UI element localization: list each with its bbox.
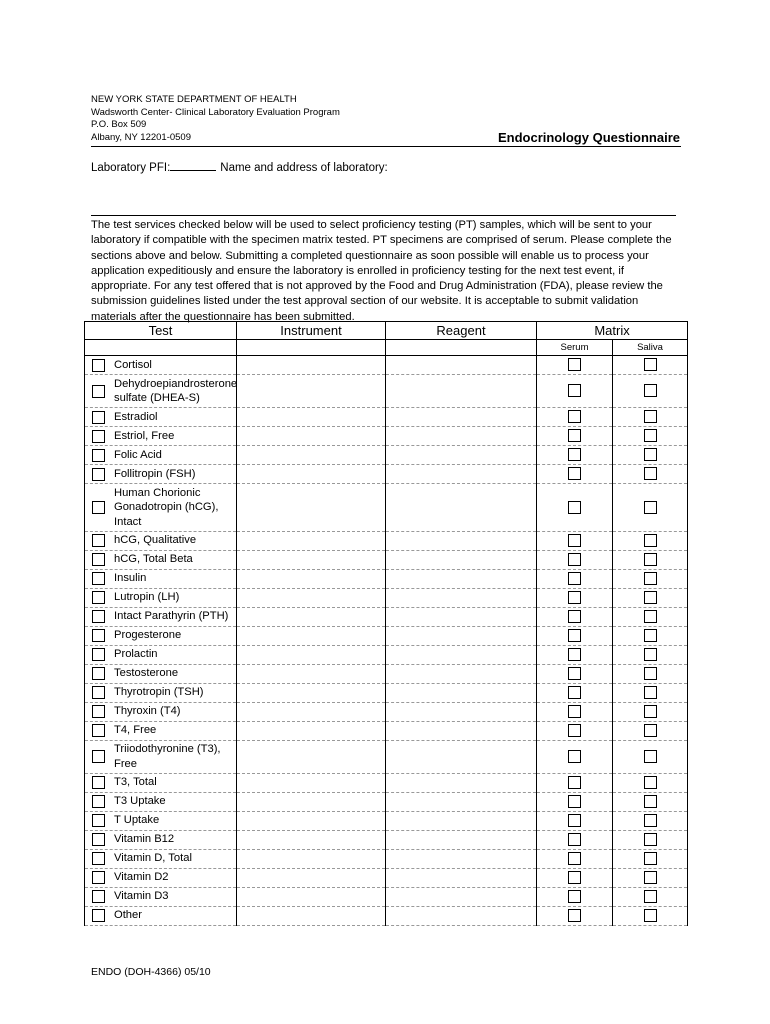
saliva-checkbox[interactable] — [644, 776, 657, 789]
saliva-checkbox[interactable] — [644, 534, 657, 547]
instrument-input[interactable] — [237, 375, 386, 408]
instrument-input[interactable] — [237, 830, 386, 849]
instrument-input[interactable] — [237, 740, 386, 773]
instrument-input[interactable] — [237, 721, 386, 740]
test-checkbox[interactable] — [92, 871, 105, 884]
serum-cell — [537, 740, 613, 773]
instrument-input[interactable] — [237, 550, 386, 569]
table-row — [85, 868, 688, 887]
subheader-blank — [85, 340, 237, 356]
saliva-checkbox[interactable] — [644, 852, 657, 865]
saliva-cell — [613, 607, 688, 626]
test-checkbox[interactable] — [92, 724, 105, 737]
saliva-checkbox[interactable] — [644, 572, 657, 585]
test-cell — [85, 446, 237, 465]
agency-name: NEW YORK STATE DEPARTMENT OF HEALTH — [91, 94, 297, 105]
table-row — [85, 484, 688, 532]
reagent-input[interactable] — [386, 811, 537, 830]
table-row — [85, 645, 688, 664]
saliva-cell — [613, 906, 688, 925]
test-cell — [85, 569, 237, 588]
reagent-input[interactable] — [386, 550, 537, 569]
serum-checkbox[interactable] — [568, 358, 581, 371]
serum-cell — [537, 550, 613, 569]
saliva-cell — [613, 792, 688, 811]
test-cell — [85, 484, 237, 532]
serum-cell — [537, 588, 613, 607]
serum-checkbox[interactable] — [568, 429, 581, 442]
saliva-checkbox[interactable] — [644, 795, 657, 808]
test-label: Intact Parathyrin (PTH) — [114, 610, 229, 623]
serum-checkbox[interactable] — [568, 667, 581, 680]
serum-cell — [537, 408, 613, 427]
test-cell — [85, 356, 237, 375]
serum-cell — [537, 868, 613, 887]
serum-checkbox[interactable] — [568, 833, 581, 846]
test-label: Folic Acid — [114, 448, 162, 461]
saliva-cell — [613, 683, 688, 702]
serum-cell — [537, 356, 613, 375]
instrument-input[interactable] — [237, 408, 386, 427]
col-header-test: Test — [85, 322, 237, 340]
table-row — [85, 588, 688, 607]
serum-cell — [537, 465, 613, 484]
test-checkbox[interactable] — [92, 705, 105, 718]
serum-cell — [537, 773, 613, 792]
lab-info-line — [91, 160, 388, 174]
program-name: Wadsworth Center- Clinical Laboratory Evaluation Program — [91, 106, 340, 118]
saliva-cell — [613, 569, 688, 588]
saliva-cell — [613, 531, 688, 550]
saliva-checkbox[interactable] — [644, 686, 657, 699]
test-label: Human Chorionic Gonadotropin (hCG), Intact — [114, 486, 219, 528]
instrument-input[interactable] — [237, 427, 386, 446]
form-title: Endocrinology Questionnaire — [497, 130, 680, 145]
reagent-input[interactable] — [386, 588, 537, 607]
saliva-checkbox[interactable] — [644, 610, 657, 623]
reagent-input[interactable] — [386, 446, 537, 465]
test-label: Progesterone — [114, 629, 182, 642]
saliva-cell — [613, 408, 688, 427]
test-rows — [85, 356, 688, 926]
serum-checkbox[interactable] — [568, 629, 581, 642]
test-label: Lutropin (LH) — [114, 591, 180, 604]
instrument-input[interactable] — [237, 664, 386, 683]
serum-checkbox[interactable] — [568, 686, 581, 699]
serum-checkbox[interactable] — [568, 410, 581, 423]
serum-checkbox[interactable] — [568, 534, 581, 547]
serum-cell — [537, 830, 613, 849]
table-row — [85, 792, 688, 811]
test-checkbox[interactable] — [92, 776, 105, 789]
test-checkbox[interactable] — [92, 795, 105, 808]
test-checkbox[interactable] — [92, 750, 105, 763]
table-row — [85, 664, 688, 683]
saliva-cell — [613, 664, 688, 683]
saliva-checkbox[interactable] — [644, 501, 657, 514]
table-row — [85, 849, 688, 868]
table-row — [85, 773, 688, 792]
reagent-input[interactable] — [386, 375, 537, 408]
table-row — [85, 683, 688, 702]
serum-checkbox[interactable] — [568, 776, 581, 789]
saliva-cell — [613, 550, 688, 569]
reagent-input[interactable] — [386, 906, 537, 925]
col-header-reagent: Reagent — [386, 322, 537, 340]
table-row — [85, 465, 688, 484]
test-cell — [85, 607, 237, 626]
serum-cell — [537, 531, 613, 550]
serum-checkbox[interactable] — [568, 553, 581, 566]
table-row — [85, 408, 688, 427]
instrument-input[interactable] — [237, 849, 386, 868]
test-label: T3 Uptake — [114, 795, 166, 808]
reagent-input[interactable] — [386, 721, 537, 740]
serum-cell — [537, 792, 613, 811]
table-row — [85, 446, 688, 465]
serum-cell — [537, 906, 613, 925]
instrument-input[interactable] — [237, 484, 386, 532]
form-number: ENDO (DOH-4366) 05/10 — [91, 966, 211, 978]
saliva-cell — [613, 465, 688, 484]
reagent-input[interactable] — [386, 740, 537, 773]
test-label: Insulin — [114, 572, 147, 585]
serum-cell — [537, 446, 613, 465]
serum-checkbox[interactable] — [568, 467, 581, 480]
test-checkbox[interactable] — [92, 430, 105, 443]
test-cell — [85, 887, 237, 906]
saliva-checkbox[interactable] — [644, 890, 657, 903]
instrument-input[interactable] — [237, 811, 386, 830]
serum-checkbox[interactable] — [568, 795, 581, 808]
test-label: Vitamin B12 — [114, 833, 175, 846]
test-cell — [85, 550, 237, 569]
serum-cell — [537, 427, 613, 446]
saliva-checkbox[interactable] — [644, 648, 657, 661]
instrument-input[interactable] — [237, 356, 386, 375]
test-cell — [85, 849, 237, 868]
serum-cell — [537, 683, 613, 702]
test-cell — [85, 740, 237, 773]
table-row — [85, 740, 688, 773]
test-cell — [85, 702, 237, 721]
table-row — [85, 887, 688, 906]
test-checkbox[interactable] — [92, 814, 105, 827]
serum-cell — [537, 811, 613, 830]
agency-header — [91, 94, 340, 144]
instrument-input[interactable] — [237, 531, 386, 550]
saliva-cell — [613, 375, 688, 408]
saliva-checkbox[interactable] — [644, 429, 657, 442]
reagent-input[interactable] — [386, 427, 537, 446]
test-label: hCG, Total Beta — [114, 553, 193, 566]
instrument-input[interactable] — [237, 792, 386, 811]
test-checkbox[interactable] — [92, 686, 105, 699]
pfi-label: Laboratory PFI: — [91, 162, 171, 174]
test-table — [84, 321, 688, 926]
saliva-cell — [613, 721, 688, 740]
reagent-input[interactable] — [386, 531, 537, 550]
test-label: T3, Total — [114, 776, 157, 789]
serum-checkbox[interactable] — [568, 705, 581, 718]
test-checkbox[interactable] — [92, 610, 105, 623]
instrument-input[interactable] — [237, 645, 386, 664]
test-label: T Uptake — [114, 814, 160, 827]
test-cell — [85, 645, 237, 664]
saliva-cell — [613, 484, 688, 532]
table-row — [85, 721, 688, 740]
test-label: Dehydroepiandrosterone sulfate (DHEA-S) — [114, 377, 238, 404]
reagent-input[interactable] — [386, 408, 537, 427]
serum-checkbox[interactable] — [568, 909, 581, 922]
reagent-input[interactable] — [386, 868, 537, 887]
test-checkbox[interactable] — [92, 909, 105, 922]
serum-checkbox[interactable] — [568, 610, 581, 623]
test-checkbox[interactable] — [92, 449, 105, 462]
instrument-input[interactable] — [237, 569, 386, 588]
reagent-input[interactable] — [386, 484, 537, 532]
test-cell — [85, 626, 237, 645]
saliva-checkbox[interactable] — [644, 750, 657, 763]
test-label: Testosterone — [114, 667, 179, 680]
reagent-input[interactable] — [386, 830, 537, 849]
saliva-checkbox[interactable] — [644, 909, 657, 922]
instrument-input[interactable] — [237, 465, 386, 484]
reagent-input[interactable] — [386, 702, 537, 721]
serum-checkbox[interactable] — [568, 871, 581, 884]
table-row — [85, 906, 688, 925]
serum-cell — [537, 645, 613, 664]
reagent-input[interactable] — [386, 626, 537, 645]
test-cell — [85, 664, 237, 683]
reagent-input[interactable] — [386, 849, 537, 868]
test-cell — [85, 683, 237, 702]
serum-cell — [537, 607, 613, 626]
serum-cell — [537, 484, 613, 532]
saliva-checkbox[interactable] — [644, 629, 657, 642]
test-checkbox[interactable] — [92, 534, 105, 547]
test-checkbox[interactable] — [92, 629, 105, 642]
instrument-input[interactable] — [237, 906, 386, 925]
test-label: Cortisol — [114, 358, 152, 371]
serum-cell — [537, 849, 613, 868]
saliva-checkbox[interactable] — [644, 833, 657, 846]
table-row — [85, 550, 688, 569]
saliva-checkbox[interactable] — [644, 448, 657, 461]
saliva-cell — [613, 645, 688, 664]
test-cell — [85, 868, 237, 887]
subheader-saliva: Saliva — [613, 340, 688, 356]
serum-checkbox[interactable] — [568, 852, 581, 865]
reagent-input[interactable] — [386, 569, 537, 588]
serum-cell — [537, 664, 613, 683]
po-box: P.O. Box 509 — [91, 119, 147, 131]
saliva-cell — [613, 626, 688, 645]
test-cell — [85, 830, 237, 849]
instrument-input[interactable] — [237, 773, 386, 792]
table-row — [85, 830, 688, 849]
serum-cell — [537, 721, 613, 740]
saliva-checkbox[interactable] — [644, 705, 657, 718]
col-header-matrix: Matrix — [537, 322, 688, 340]
saliva-cell — [613, 702, 688, 721]
table-row — [85, 531, 688, 550]
instrument-input[interactable] — [237, 868, 386, 887]
saliva-cell — [613, 356, 688, 375]
instrument-input[interactable] — [237, 887, 386, 906]
test-label: T4, Free — [114, 724, 157, 737]
test-label: Other — [114, 909, 142, 922]
test-cell — [85, 773, 237, 792]
table-row — [85, 607, 688, 626]
test-cell — [85, 792, 237, 811]
test-cell — [85, 811, 237, 830]
reagent-input[interactable] — [386, 607, 537, 626]
saliva-checkbox[interactable] — [644, 384, 657, 397]
saliva-checkbox[interactable] — [644, 467, 657, 480]
city-zip: Albany, NY 12201-0509 — [91, 131, 192, 143]
col-header-instrument: Instrument — [237, 322, 386, 340]
lab-name-label: Name and address of laboratory: — [220, 162, 388, 174]
saliva-checkbox[interactable] — [644, 667, 657, 680]
test-label: Estradiol — [114, 410, 158, 423]
test-label: Vitamin D, Total — [114, 852, 192, 865]
serum-checkbox[interactable] — [568, 572, 581, 585]
table-row — [85, 626, 688, 645]
instrument-input[interactable] — [237, 446, 386, 465]
test-label: Vitamin D3 — [114, 890, 169, 903]
table-row — [85, 702, 688, 721]
reagent-input[interactable] — [386, 465, 537, 484]
instrument-input[interactable] — [237, 607, 386, 626]
serum-cell — [537, 375, 613, 408]
saliva-checkbox[interactable] — [644, 724, 657, 737]
address-line[interactable] — [91, 215, 676, 216]
test-cell — [85, 721, 237, 740]
test-cell — [85, 375, 237, 408]
test-cell — [85, 906, 237, 925]
test-label: Follitropin (FSH) — [114, 467, 196, 480]
test-checkbox[interactable] — [92, 572, 105, 585]
test-checkbox[interactable] — [92, 591, 105, 604]
saliva-cell — [613, 588, 688, 607]
table-row — [85, 375, 688, 408]
reagent-input[interactable] — [386, 792, 537, 811]
serum-checkbox[interactable] — [568, 591, 581, 604]
subheader-blank — [237, 340, 386, 356]
saliva-cell — [613, 811, 688, 830]
test-cell — [85, 408, 237, 427]
test-checkbox[interactable] — [92, 648, 105, 661]
reagent-input[interactable] — [386, 683, 537, 702]
test-label: hCG, Qualitative — [114, 534, 197, 547]
test-checkbox[interactable] — [92, 852, 105, 865]
instrument-input[interactable] — [237, 626, 386, 645]
serum-cell — [537, 569, 613, 588]
saliva-cell — [613, 849, 688, 868]
instrument-input[interactable] — [237, 702, 386, 721]
serum-checkbox[interactable] — [568, 724, 581, 737]
instrument-input[interactable] — [237, 683, 386, 702]
test-label: Thyrotropin (TSH) — [114, 686, 204, 699]
table-row — [85, 356, 688, 375]
serum-checkbox[interactable] — [568, 448, 581, 461]
saliva-cell — [613, 427, 688, 446]
test-checkbox[interactable] — [92, 359, 105, 372]
saliva-checkbox[interactable] — [644, 410, 657, 423]
test-label: Vitamin D2 — [114, 871, 169, 884]
saliva-checkbox[interactable] — [644, 553, 657, 566]
instrument-input[interactable] — [237, 588, 386, 607]
test-checkbox[interactable] — [92, 411, 105, 424]
serum-cell — [537, 702, 613, 721]
subheader-blank — [386, 340, 537, 356]
saliva-cell — [613, 446, 688, 465]
test-cell — [85, 531, 237, 550]
serum-checkbox[interactable] — [568, 890, 581, 903]
table-row — [85, 427, 688, 446]
test-checkbox[interactable] — [92, 501, 105, 514]
test-checkbox[interactable] — [92, 667, 105, 680]
test-cell — [85, 427, 237, 446]
serum-checkbox[interactable] — [568, 648, 581, 661]
serum-checkbox[interactable] — [568, 501, 581, 514]
saliva-checkbox[interactable] — [644, 814, 657, 827]
pfi-field[interactable] — [170, 160, 216, 171]
table-row — [85, 811, 688, 830]
test-checkbox[interactable] — [92, 553, 105, 566]
saliva-checkbox[interactable] — [644, 871, 657, 884]
saliva-checkbox[interactable] — [644, 591, 657, 604]
test-checkbox[interactable] — [92, 468, 105, 481]
test-cell — [85, 588, 237, 607]
reagent-input[interactable] — [386, 664, 537, 683]
reagent-input[interactable] — [386, 773, 537, 792]
test-checkbox[interactable] — [92, 385, 105, 398]
serum-cell — [537, 887, 613, 906]
serum-cell — [537, 626, 613, 645]
serum-checkbox[interactable] — [568, 750, 581, 763]
saliva-cell — [613, 887, 688, 906]
serum-checkbox[interactable] — [568, 384, 581, 397]
table-row — [85, 569, 688, 588]
saliva-checkbox[interactable] — [644, 358, 657, 371]
test-label: Prolactin — [114, 648, 158, 661]
saliva-cell — [613, 773, 688, 792]
reagent-input[interactable] — [386, 887, 537, 906]
title-divider — [91, 146, 681, 147]
instructions-paragraph: The test services checked below will be used to select proficiency testing (PT) samples, which will be sent to your laboratory if compatible with the specimen matrix tested. PT specimens are comprised of serum. Please complete the sections above and below. Submitting a completed questionnaire as soon possible will enable us to process your application expeditiously and ensure the laboratory is enrolled in proficiency testing for the next test event, if appropriate. For any test offered that is not approved by the Food and Drug Administration (FDA), please review the submission guidelines listed under the test approval section of our website. It is acceptable to submit validation materials after the questionnaire has been submitted. — [91, 219, 672, 323]
saliva-cell — [613, 868, 688, 887]
subheader-serum: Serum — [537, 340, 613, 356]
reagent-input[interactable] — [386, 645, 537, 664]
test-checkbox[interactable] — [92, 833, 105, 846]
test-cell — [85, 465, 237, 484]
test-label: Triiodothyronine (T3), Free — [114, 743, 221, 770]
test-checkbox[interactable] — [92, 890, 105, 903]
saliva-cell — [613, 830, 688, 849]
saliva-cell — [613, 740, 688, 773]
serum-checkbox[interactable] — [568, 814, 581, 827]
reagent-input[interactable] — [386, 356, 537, 375]
test-label: Estriol, Free — [114, 429, 175, 442]
test-label: Thyroxin (T4) — [114, 705, 181, 718]
